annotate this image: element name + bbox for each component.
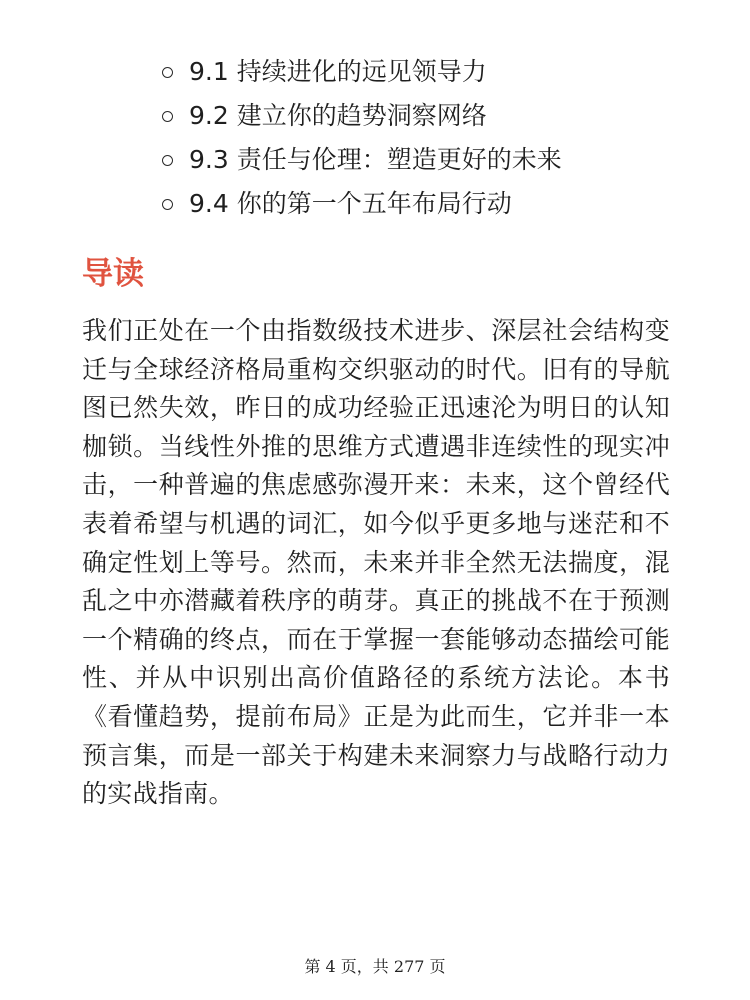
toc-item-label: 9.3 责任与伦理：塑造更好的未来 — [189, 145, 562, 174]
hollow-circle-bullet-icon — [162, 67, 173, 78]
section-heading: 导读 — [82, 256, 144, 292]
toc-item-9-3 — [162, 138, 562, 182]
toc-item-9-4 — [162, 182, 562, 226]
hollow-circle-bullet-icon — [162, 111, 173, 122]
toc-item-9-2 — [162, 94, 562, 138]
hollow-circle-bullet-icon — [162, 155, 173, 166]
toc-item-label: 9.1 持续进化的远见领导力 — [189, 57, 487, 86]
toc-item-9-1 — [162, 50, 562, 94]
toc-item-label: 9.4 你的第一个五年布局行动 — [189, 189, 512, 218]
page-number: 第 4 页，共 277 页 — [304, 957, 446, 976]
table-of-contents — [162, 50, 562, 226]
intro-paragraph: 我们正处在一个由指数级技术进步、深层社会结构变迁与全球经济格局重构交织驱动的时代。旧有的导航图已然失效，昨日的成功经验正迅速沦为明日的认知枷锁。当线性外推的思维方式遭遇非连续性的现实冲击，一种普遍的焦虑感弥漫开来：未来，这个曾经代表着希望与机遇的词汇，如今似乎更多地与迷茫和不确定性划上等号。然而，未来并非全然无法揣度，混乱之中亦潜藏着秩序的萌芽。真正的挑战不在于预测一个精确的终点，而在于掌握一套能够动态描绘可能性、并从中识别出高价值路径的系统方法论。本书《看懂趋势，提前布局》正是为此而生，它并非一本预言集，而是一部关于构建未来洞察力与战略行动力的实战指南。 — [82, 316, 670, 809]
toc-item-label: 9.2 建立你的趋势洞察网络 — [189, 101, 487, 130]
hollow-circle-bullet-icon — [162, 199, 173, 210]
